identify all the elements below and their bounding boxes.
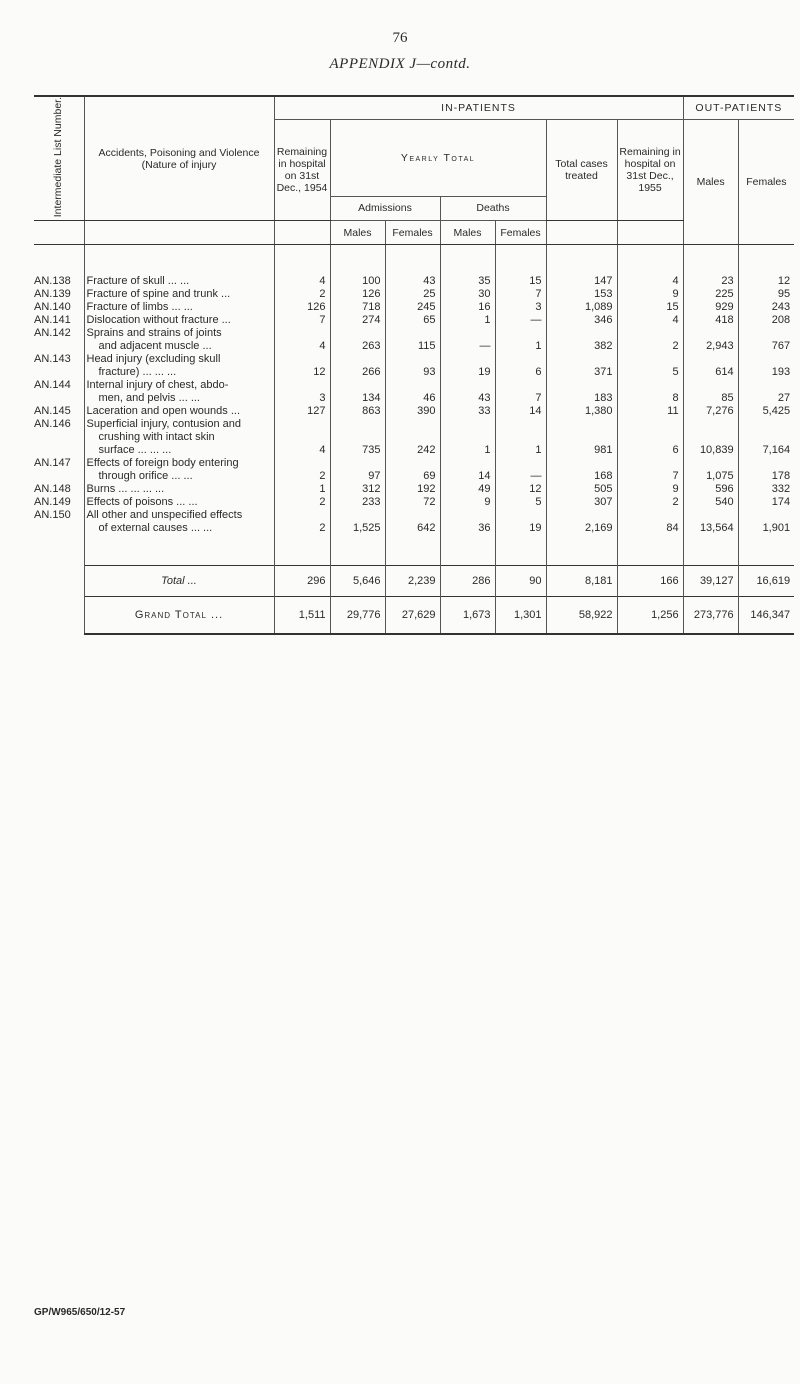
row-code: AN.139 [34,288,71,301]
table-footer [34,535,794,634]
row-code [34,340,84,353]
row-value [330,509,385,522]
row-value: 25 [385,288,440,301]
row-code: AN.148 [34,483,71,496]
total-cell: 39,127 [683,566,738,597]
row-value: 126 [274,301,330,314]
header-total-cases: Total cases treated [546,120,617,221]
row-description: fracture) ... ... ... [84,366,274,379]
total-cell: 16,619 [738,566,794,597]
row-value [617,457,683,470]
grand-total-cell: 273,776 [683,597,738,635]
row-value: 100 [330,275,385,288]
row-value: 929 [683,301,738,314]
row-value [683,379,738,392]
row-value: 642 [385,522,440,535]
table-row [34,353,794,366]
row-value [617,379,683,392]
row-value: 8 [617,392,683,405]
row-value: 9 [440,496,495,509]
grand-total-cell: 58,922 [546,597,617,635]
row-value: 245 [385,301,440,314]
row-value: — [440,340,495,353]
row-value [440,327,495,340]
row-value: 127 [274,405,330,418]
row-value: 5,425 [738,405,794,418]
row-value [385,418,440,431]
row-value: 178 [738,470,794,483]
total-cell: 296 [274,566,330,597]
row-value [546,457,617,470]
row-value: 274 [330,314,385,327]
row-value: 307 [546,496,617,509]
row-value: 735 [330,444,385,457]
row-value: 2 [274,288,330,301]
row-value: 27 [738,392,794,405]
table-header [34,96,794,245]
row-value [274,327,330,340]
row-description: Effects of foreign body entering [84,457,274,470]
row-value: 243 [738,301,794,314]
row-value [440,457,495,470]
row-value: 4 [617,314,683,327]
row-value: 183 [546,392,617,405]
row-value [330,379,385,392]
table-row [34,483,794,496]
row-description: crushing with intact skin [84,431,274,444]
row-value [738,353,794,366]
row-description: men, and pelvis ... ... [84,392,274,405]
row-value: 11 [617,405,683,418]
row-value [330,457,385,470]
header-out-patients: OUT-PATIENTS [683,96,794,120]
header-remaining-1955: Remaining in hospital on 31st Dec., 1955 [617,120,683,221]
row-value: 10,839 [683,444,738,457]
row-value: 233 [330,496,385,509]
row-value: 7,276 [683,405,738,418]
row-value [385,379,440,392]
row-code: AN.138 [34,275,71,288]
row-value: 1 [440,444,495,457]
row-code: AN.147 [34,457,71,470]
row-value [274,418,330,431]
row-value [738,418,794,431]
row-value: 2 [274,522,330,535]
row-value [440,353,495,366]
row-code: AN.145 [34,405,71,418]
header-deaths-females: Females [495,221,546,245]
row-value [274,457,330,470]
row-value: 7 [495,392,546,405]
row-value: 1 [495,444,546,457]
row-value: 2 [274,470,330,483]
row-value: 13,564 [683,522,738,535]
table-row [34,275,794,288]
grand-total-cell: 27,629 [385,597,440,635]
total-cell: 286 [440,566,495,597]
header-admissions: Admissions [330,196,440,221]
row-value: 134 [330,392,385,405]
row-value: 85 [683,392,738,405]
row-value: 2,169 [546,522,617,535]
row-value: 767 [738,340,794,353]
row-value: 12 [738,275,794,288]
row-value [617,431,683,444]
row-code [34,431,84,444]
table-row [34,327,794,340]
row-value [330,327,385,340]
row-value: 4 [274,275,330,288]
row-value: 126 [330,288,385,301]
row-value: 49 [440,483,495,496]
row-value: 192 [385,483,440,496]
table-row [34,418,794,431]
total-cell: 5,646 [330,566,385,597]
header-admissions-males: Males [330,221,385,245]
row-value: 97 [330,470,385,483]
table-row [34,314,794,327]
row-code: AN.141 [34,314,71,327]
row-value: 43 [385,275,440,288]
row-value: 33 [440,405,495,418]
total-cell: 166 [617,566,683,597]
header-deaths: Deaths [440,196,546,221]
table-row [34,288,794,301]
row-value [617,418,683,431]
row-value: 153 [546,288,617,301]
row-value [385,509,440,522]
row-value [495,353,546,366]
row-value: 15 [617,301,683,314]
row-description: and adjacent muscle ... [84,340,274,353]
row-value [440,418,495,431]
row-value: 3 [495,301,546,314]
total-label: Total ... [84,566,274,597]
row-value [546,353,617,366]
row-value: 193 [738,366,794,379]
total-cell: 8,181 [546,566,617,597]
row-value: 72 [385,496,440,509]
row-value: — [495,314,546,327]
table-row [34,392,794,405]
row-value [738,509,794,522]
row-value [683,509,738,522]
row-value: 3 [274,392,330,405]
row-value [617,509,683,522]
row-value: 6 [617,444,683,457]
row-value: 7 [617,470,683,483]
row-value: 7 [495,288,546,301]
row-value: 418 [683,314,738,327]
row-value [546,509,617,522]
row-value: 614 [683,366,738,379]
row-value [495,379,546,392]
row-value: 95 [738,288,794,301]
row-value [546,327,617,340]
row-value [495,431,546,444]
total-row [34,566,794,597]
table-row [34,457,794,470]
row-description: of external causes ... ... [84,522,274,535]
table-row [34,340,794,353]
row-value: 115 [385,340,440,353]
row-value: 263 [330,340,385,353]
row-value [385,353,440,366]
header-list-number: Intermediate List Number. [34,96,84,221]
table-body [34,245,794,276]
row-value [738,379,794,392]
grand-total-cell: 1,256 [617,597,683,635]
row-value [274,353,330,366]
row-value [546,418,617,431]
header-op-males: Males [683,120,738,245]
table-row [34,496,794,509]
row-value: 14 [495,405,546,418]
row-value [617,327,683,340]
row-value: 225 [683,288,738,301]
row-value [274,431,330,444]
row-value: 2 [617,496,683,509]
header-spacer [546,221,617,245]
grand-total-label: Grand Total ... [84,597,274,635]
grand-total-cell: 146,347 [738,597,794,635]
row-description: Fracture of skull ... ... [84,275,274,288]
row-value [495,509,546,522]
row-value [617,353,683,366]
row-code [34,470,84,483]
row-value: 346 [546,314,617,327]
row-value: 7,164 [738,444,794,457]
header-deaths-males: Males [440,221,495,245]
total-cell: 2,239 [385,566,440,597]
table-rows [34,275,794,535]
row-value: 12 [495,483,546,496]
header-in-patients: IN-PATIENTS [274,96,683,120]
row-description: Sprains and strains of joints [84,327,274,340]
row-value [385,457,440,470]
row-value: 1 [274,483,330,496]
total-cell: 90 [495,566,546,597]
row-value: 19 [440,366,495,379]
row-code [34,366,84,379]
row-value: 69 [385,470,440,483]
row-value [274,509,330,522]
row-value [683,353,738,366]
row-description: Head injury (excluding skull [84,353,274,366]
row-code [34,392,84,405]
row-value: 9 [617,483,683,496]
table-row [34,522,794,535]
row-value: 1 [495,340,546,353]
row-description: Fracture of limbs ... ... [84,301,274,314]
row-value: 332 [738,483,794,496]
header-spacer [274,221,330,245]
row-code: AN.149 [34,496,71,509]
row-value: 2 [274,496,330,509]
row-code: AN.140 [34,301,71,314]
row-value [274,379,330,392]
row-description: All other and unspecified effects [84,509,274,522]
row-value: 596 [683,483,738,496]
row-value [495,327,546,340]
table-row [34,366,794,379]
grand-total-row [34,597,794,635]
header-spacer [84,221,274,245]
row-value: 266 [330,366,385,379]
row-value: 242 [385,444,440,457]
row-value: 208 [738,314,794,327]
row-value: 4 [274,340,330,353]
row-value [683,327,738,340]
row-code: AN.143 [34,353,71,366]
statistics-table [34,95,794,635]
row-value: 505 [546,483,617,496]
row-value: 19 [495,522,546,535]
row-value [385,431,440,444]
grand-total-cell: 1,301 [495,597,546,635]
row-code [34,522,84,535]
grand-total-cell: 1,511 [274,597,330,635]
row-value: 1,901 [738,522,794,535]
header-yearly-total: Yearly Total [330,120,546,197]
row-value: 14 [440,470,495,483]
header-spacer [34,221,84,245]
row-description: surface ... ... ... [84,444,274,457]
header-op-females: Females [738,120,794,245]
row-value: 6 [495,366,546,379]
row-description: through orifice ... ... [84,470,274,483]
table-row [34,444,794,457]
row-value [440,379,495,392]
row-value [440,431,495,444]
row-description: Superficial injury, contusion and [84,418,274,431]
row-value: 981 [546,444,617,457]
row-value [683,418,738,431]
row-value: 5 [617,366,683,379]
table-row [34,379,794,392]
row-value [546,379,617,392]
table-row [34,509,794,522]
row-value [495,457,546,470]
row-value: 1,525 [330,522,385,535]
row-value: 174 [738,496,794,509]
row-value: 5 [495,496,546,509]
row-code: AN.142 [34,327,71,340]
row-code: AN.146 [34,418,71,431]
header-remaining-1954: Remaining in hospital on 31st Dec., 1954 [274,120,330,221]
row-value: 93 [385,366,440,379]
row-value: 168 [546,470,617,483]
row-value: 390 [385,405,440,418]
row-value: 12 [274,366,330,379]
row-value [683,457,738,470]
table-row [34,405,794,418]
print-code: GP/W965/650/12-57 [34,1307,126,1318]
row-value: 312 [330,483,385,496]
row-description: Burns ... ... ... ... [84,483,274,496]
row-value [330,418,385,431]
row-value: 84 [617,522,683,535]
row-value [546,431,617,444]
page-number: 76 [392,30,408,46]
row-code [34,444,84,457]
row-code: AN.144 [34,379,71,392]
row-value: 9 [617,288,683,301]
row-value: 23 [683,275,738,288]
row-value: 4 [617,275,683,288]
row-value: 35 [440,275,495,288]
row-description: Effects of poisons ... ... [84,496,274,509]
row-value [738,327,794,340]
row-value: 30 [440,288,495,301]
row-description: Internal injury of chest, abdo- [84,379,274,392]
row-value: 43 [440,392,495,405]
row-value: 382 [546,340,617,353]
row-value: 540 [683,496,738,509]
table-row [34,470,794,483]
row-description: Dislocation without fracture ... [84,314,274,327]
row-code: AN.150 [34,509,71,522]
row-value: 371 [546,366,617,379]
row-value [330,353,385,366]
row-value: 863 [330,405,385,418]
row-value [330,431,385,444]
header-spacer [617,221,683,245]
row-value: 1,075 [683,470,738,483]
table-row [34,431,794,444]
row-value: 16 [440,301,495,314]
row-value [385,327,440,340]
row-value [738,431,794,444]
header-nature-of-injury: Accidents, Poisoning and Violence (Nature of injury [84,96,274,221]
row-value: 46 [385,392,440,405]
row-value: 1 [440,314,495,327]
row-value: 4 [274,444,330,457]
row-description: Laceration and open wounds ... [84,405,274,418]
row-value: 718 [330,301,385,314]
header-admissions-females: Females [385,221,440,245]
row-value [683,431,738,444]
table-row [34,301,794,314]
grand-total-cell: 29,776 [330,597,385,635]
row-value: 7 [274,314,330,327]
row-value: 1,380 [546,405,617,418]
row-value [495,418,546,431]
row-value: 2,943 [683,340,738,353]
row-value: 2 [617,340,683,353]
row-description: Fracture of spine and trunk ... [84,288,274,301]
row-value: 15 [495,275,546,288]
row-value: — [495,470,546,483]
row-value: 65 [385,314,440,327]
row-value [738,457,794,470]
row-value [440,509,495,522]
row-value: 147 [546,275,617,288]
row-value: 36 [440,522,495,535]
page-title: APPENDIX J—contd. [329,56,471,72]
row-value: 1,089 [546,301,617,314]
grand-total-cell: 1,673 [440,597,495,635]
